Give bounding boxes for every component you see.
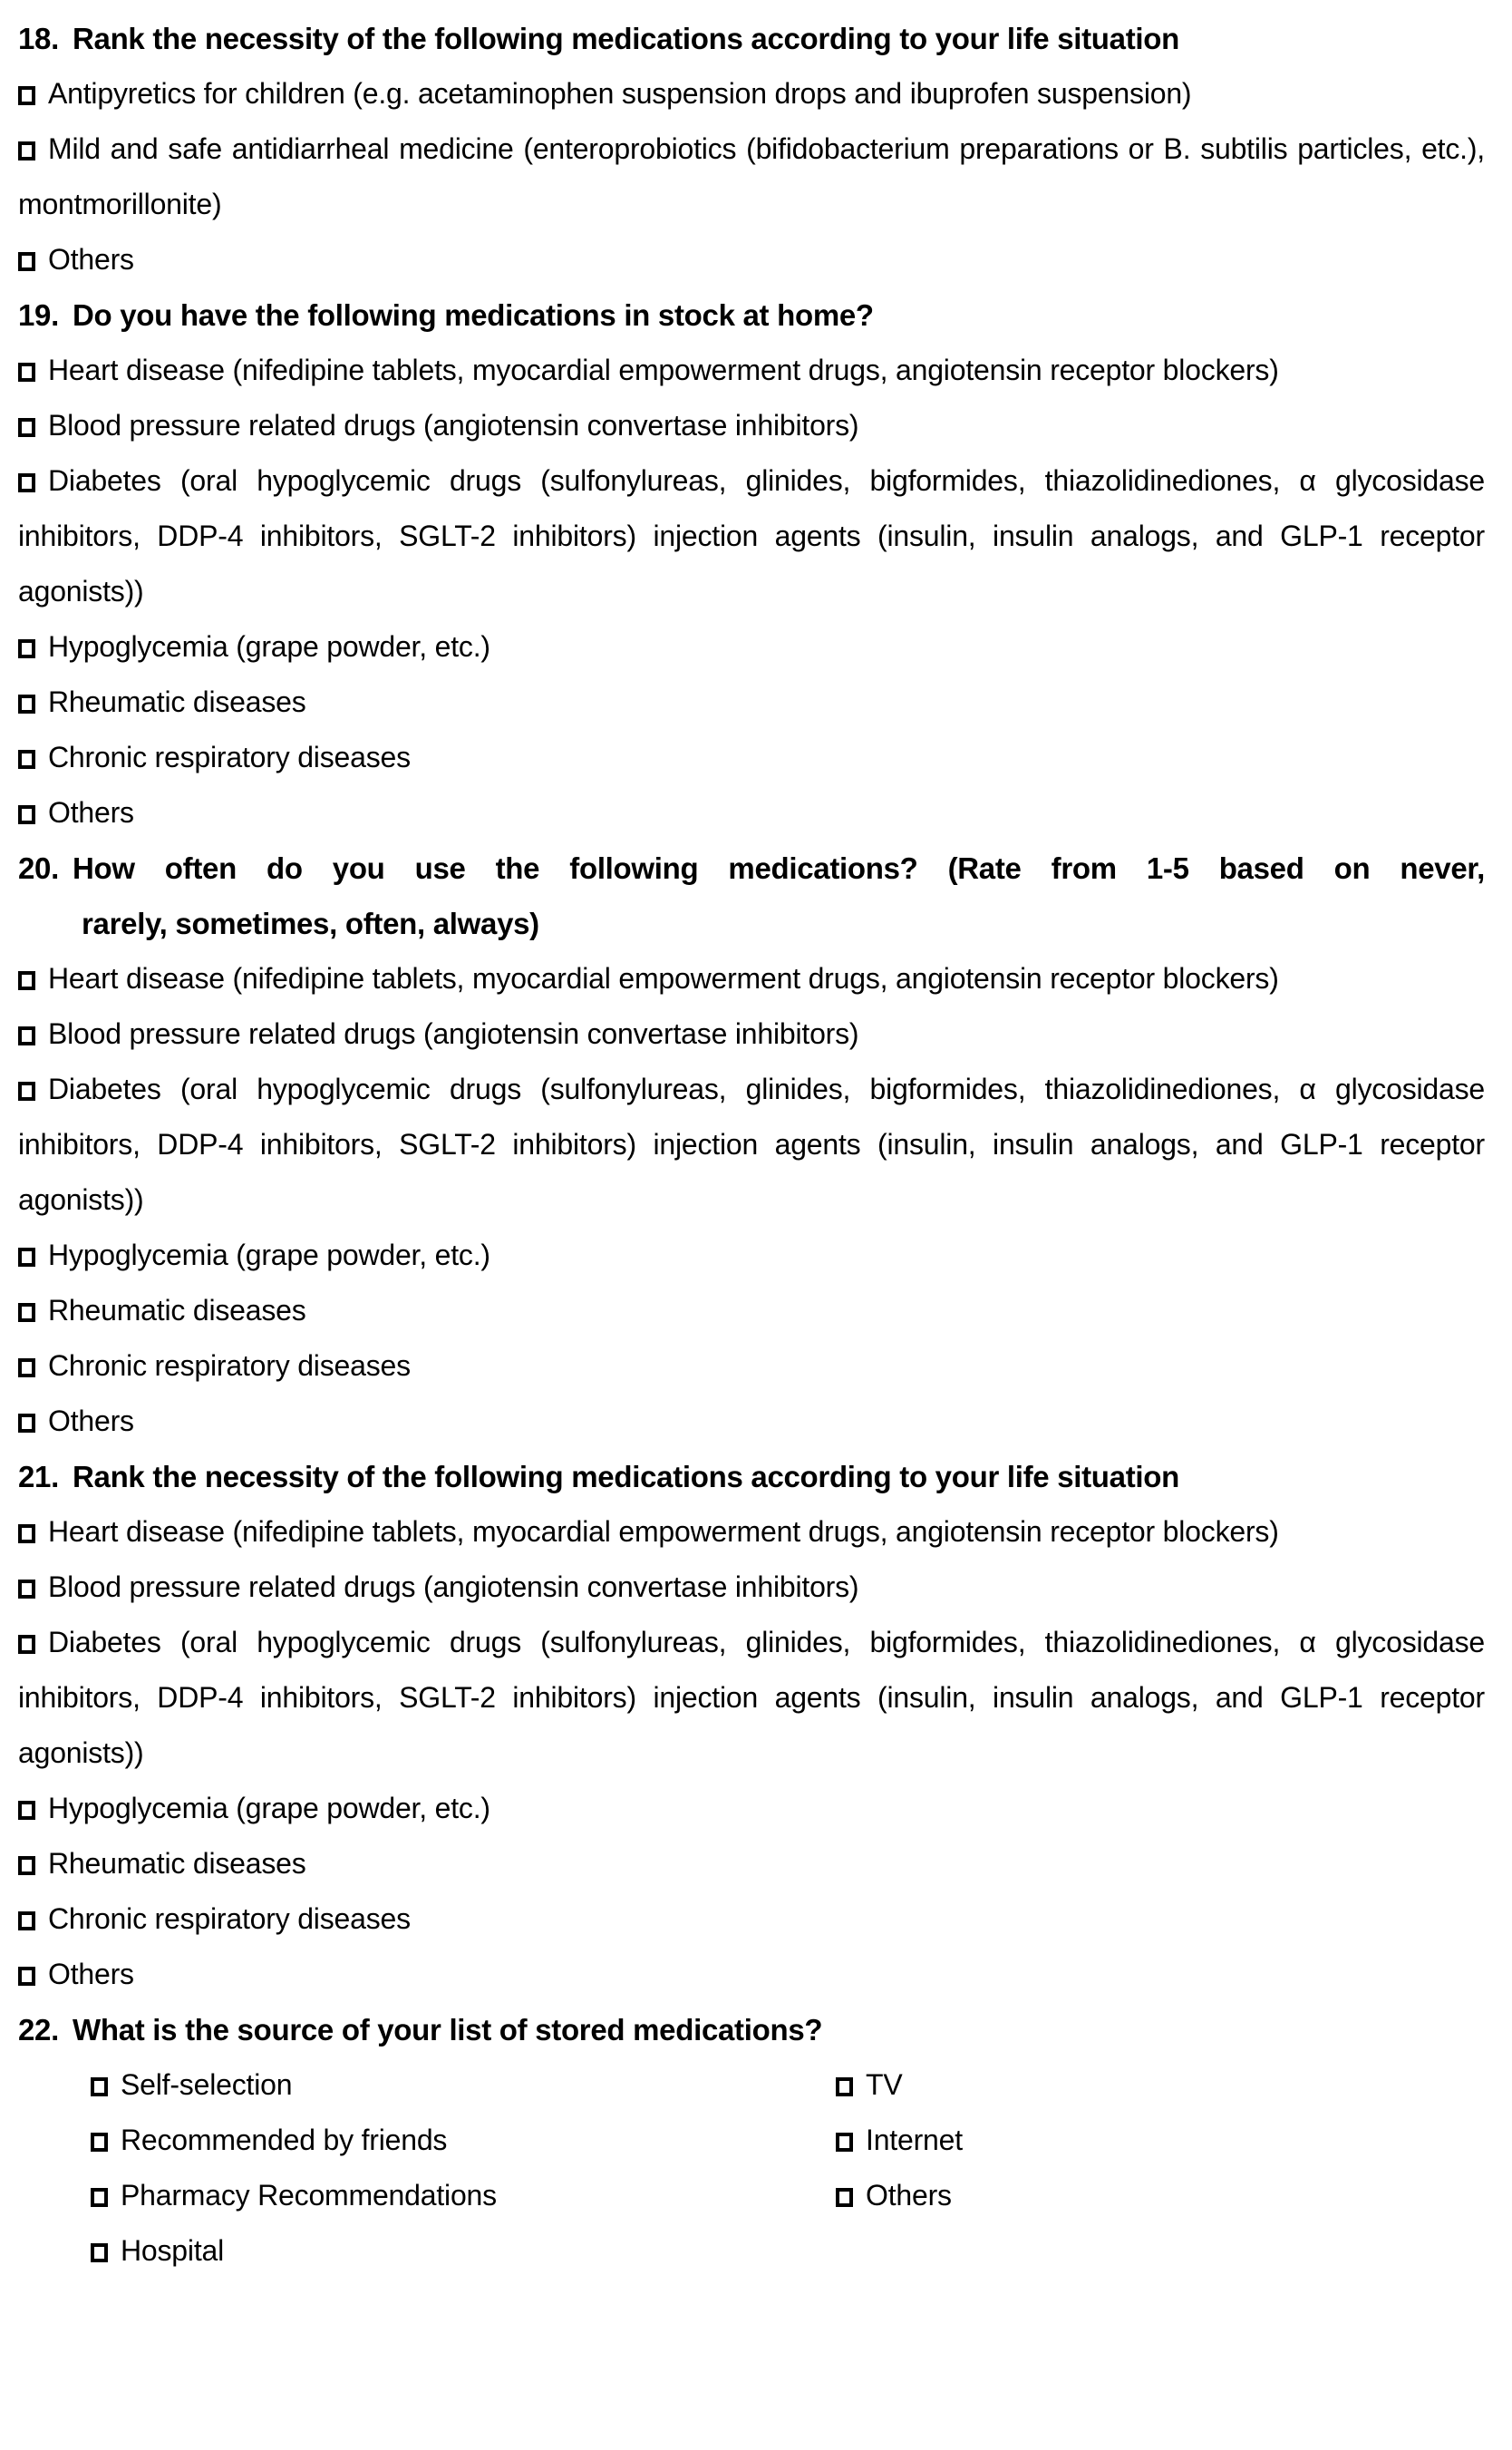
checkbox[interactable] [18,1303,35,1322]
question-20-title [18,841,1485,896]
option-label: Others [866,2179,952,2212]
option-row [18,1504,1485,1560]
checkbox[interactable] [18,1082,35,1101]
checkbox[interactable] [18,750,35,769]
question-20-title-line2: rarely, sometimes, often, always) [82,907,539,940]
checkbox[interactable] [18,141,35,160]
checkbox[interactable] [18,639,35,658]
option-row [836,2057,1485,2113]
option-label: Rheumatic diseases [48,685,306,718]
question-18-title [18,11,1485,66]
option-label: Self-selection [121,2068,293,2101]
option-label: Heart disease (nifedipine tablets, myocardial empowerment drugs, angiotensin receptor blockers) [48,1515,1279,1548]
checkbox[interactable] [18,1967,35,1986]
checkbox[interactable] [18,695,35,714]
option-row [18,675,1485,730]
checkbox[interactable] [18,1801,35,1820]
checkbox[interactable] [836,2077,853,2096]
option-label: Rheumatic diseases [48,1847,306,1880]
option-row [18,785,1485,841]
option-row [18,1338,1485,1394]
checkbox[interactable] [18,473,35,492]
option-label: Hypoglycemia (grape powder, etc.) [48,1792,490,1824]
option-row [18,1615,1485,1781]
checkbox[interactable] [91,2077,108,2096]
checkbox[interactable] [18,252,35,271]
option-label: Chronic respiratory diseases [48,1902,411,1935]
option-label: Chronic respiratory diseases [48,741,411,773]
option-row [18,1062,1485,1228]
option-label: Diabetes (oral hypoglycemic drugs (sulfonylureas, glinides, bigformides, thiazolidinediones, α glycosidase inhibitors, DDP-4 inhibitors, SGLT-2 inhibitors) injection agents (insulin, insulin analogs, and GLP-1 receptor agonists)) [18,1073,1485,1216]
option-row [18,343,1485,398]
option-row [18,1891,1485,1947]
option-label: Blood pressure related drugs (angiotensin convertase inhibitors) [48,1570,859,1603]
question-21-number: 21. [18,1460,59,1493]
option-label: Blood pressure related drugs (angiotensin convertase inhibitors) [48,409,859,442]
checkbox[interactable] [18,1026,35,1045]
option-row [18,1836,1485,1891]
option-row [18,66,1485,122]
question-22-title [18,2002,1485,2057]
question-22 [18,2002,1485,2279]
option-label: Others [48,796,134,829]
option-row [91,2223,836,2279]
option-label: Hospital [121,2234,225,2267]
option-label: Rheumatic diseases [48,1294,306,1327]
checkbox[interactable] [18,363,35,382]
question-19-number: 19. [18,298,59,332]
option-label: Others [48,1958,134,1990]
checkbox[interactable] [18,1635,35,1654]
option-label: Diabetes (oral hypoglycemic drugs (sulfonylureas, glinides, bigformides, thiazolidinediones, α glycosidase inhibitors, DDP-4 inhibitors, SGLT-2 inhibitors) injection agents (insulin, insulin analogs, and GLP-1 receptor agonists)) [18,1626,1485,1769]
option-row [18,453,1485,619]
checkbox[interactable] [18,1358,35,1377]
question-18 [18,11,1485,287]
option-label: TV [866,2068,903,2101]
option-label: Chronic respiratory diseases [48,1349,411,1382]
option-label: Others [48,1405,134,1437]
option-row [18,1947,1485,2002]
option-row [18,730,1485,785]
option-row [18,951,1485,1006]
question-20 [18,841,1485,1449]
checkbox[interactable] [18,418,35,437]
option-label: Heart disease (nifedipine tablets, myocardial empowerment drugs, angiotensin receptor blockers) [48,962,1279,995]
option-label: Hypoglycemia (grape powder, etc.) [48,630,490,663]
option-row [836,2113,1485,2168]
checkbox[interactable] [18,86,35,105]
checkbox[interactable] [18,1856,35,1875]
option-row [91,2113,836,2168]
question-18-title-text: Rank the necessity of the following medications according to your life situation [72,22,1179,55]
question-22-title-text: What is the source of your list of stored medications? [72,2013,823,2047]
option-row [836,2168,1485,2223]
option-label: Antipyretics for children (e.g. acetaminophen suspension drops and ibuprofen suspension) [48,77,1192,110]
question-21-title [18,1449,1485,1504]
option-row [18,1006,1485,1062]
checkbox[interactable] [18,1248,35,1267]
option-row [91,2168,836,2223]
option-row [91,2057,836,2113]
question-19-title-text: Do you have the following medications in stock at home? [72,298,874,332]
checkbox[interactable] [18,971,35,990]
question-22-left-column [18,2057,836,2279]
option-row [18,1283,1485,1338]
checkbox[interactable] [91,2243,108,2262]
question-22-number: 22. [18,2013,59,2047]
option-row [18,398,1485,453]
option-label: Mild and safe antidiarrheal medicine (enteroprobiotics (bifidobacterium preparations or B. subtilis particles, etc.), montmorillonite) [18,132,1485,220]
option-label: Others [48,243,134,276]
option-row [18,232,1485,287]
question-20-number: 20. [18,851,59,885]
question-22-options [18,2057,1485,2279]
option-label: Hypoglycemia (grape powder, etc.) [48,1239,490,1271]
question-21 [18,1449,1485,2002]
checkbox[interactable] [18,1524,35,1543]
option-row [18,1394,1485,1449]
option-label: Diabetes (oral hypoglycemic drugs (sulfonylureas, glinides, bigformides, thiazolidinediones, α glycosidase inhibitors, DDP-4 inhibitors, SGLT-2 inhibitors) injection agents (insulin, insulin analogs, and GLP-1 receptor agonists)) [18,464,1485,608]
checkbox[interactable] [18,1414,35,1433]
option-row [18,122,1485,232]
checkbox[interactable] [836,2188,853,2207]
option-label: Internet [866,2124,963,2156]
checkbox[interactable] [91,2133,108,2152]
question-20-title-text: How often do you use the following medications? (Rate from 1-5 based on never, [72,851,1485,885]
question-19 [18,287,1485,841]
question-19-title [18,287,1485,343]
checkbox[interactable] [18,1580,35,1599]
option-row [18,1781,1485,1836]
option-label: Recommended by friends [121,2124,448,2156]
checkbox[interactable] [18,1911,35,1930]
checkbox[interactable] [18,805,35,824]
question-18-number: 18. [18,22,59,55]
option-label: Blood pressure related drugs (angiotensin convertase inhibitors) [48,1017,859,1050]
question-22-right-column [836,2057,1485,2279]
checkbox[interactable] [91,2188,108,2207]
option-label: Pharmacy Recommendations [121,2179,497,2212]
checkbox[interactable] [836,2133,853,2152]
option-row [18,1228,1485,1283]
question-21-title-text: Rank the necessity of the following medications according to your life situation [72,1460,1179,1493]
option-row [18,1560,1485,1615]
option-row [18,619,1485,675]
option-label: Heart disease (nifedipine tablets, myocardial empowerment drugs, angiotensin receptor blockers) [48,354,1279,386]
